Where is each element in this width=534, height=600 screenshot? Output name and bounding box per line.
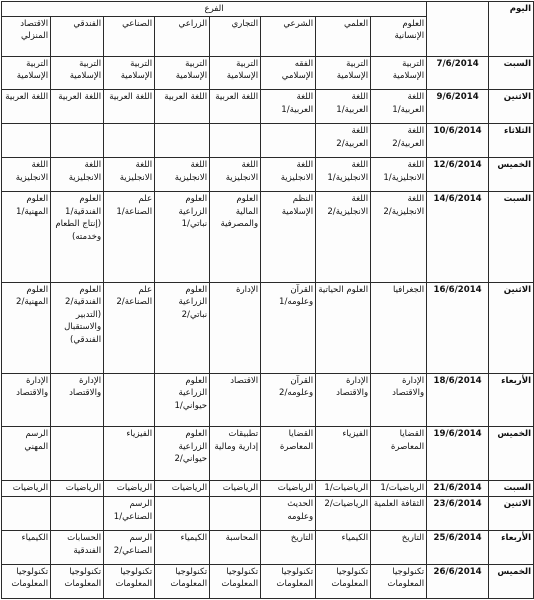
subject-cell <box>261 124 316 158</box>
subject-cell <box>155 124 210 158</box>
schedule-row <box>2 497 534 531</box>
schedule-row <box>2 427 534 481</box>
subject-cell <box>104 373 155 427</box>
schedule-row <box>2 282 534 373</box>
date-cell: 18/6/2014 <box>427 373 489 427</box>
subject-cell: العلوم المهنية/2 <box>2 282 51 373</box>
day-cell: الخميس <box>489 427 534 481</box>
schedule-row <box>2 564 534 598</box>
subject-cell: العلوم الزراعية نباتي/2 <box>155 282 210 373</box>
subject-cell <box>210 497 261 531</box>
subject-cell: الفقه الإسلامي <box>261 56 316 90</box>
subject-cell: اللغة الانجليزية/2 <box>371 192 427 283</box>
subject-cell <box>155 497 210 531</box>
subject-cell: العلوم الزراعية حيواني/2 <box>155 427 210 481</box>
branch-header: العلوم الإنسانية <box>371 16 427 56</box>
subject-cell: الرياضيات <box>51 480 104 496</box>
branch-header: التجاري <box>210 16 261 56</box>
subject-cell: اللغة العربية/1 <box>316 90 371 124</box>
subject-cell <box>2 497 51 531</box>
subject-cell <box>51 124 104 158</box>
schedule-row <box>2 56 534 90</box>
subject-cell <box>210 124 261 158</box>
subject-cell: اللغة العربية/2 <box>316 124 371 158</box>
schedule-row <box>2 531 534 565</box>
subject-cell: الرسم المهني <box>2 427 51 481</box>
day-cell: السبت <box>489 56 534 90</box>
date-cell: 16/6/2014 <box>427 282 489 373</box>
subject-cell: اللغة العربية <box>51 90 104 124</box>
branch-header: الزراعي <box>155 16 210 56</box>
subject-cell: تطبيقات إدارية ومالية <box>210 427 261 481</box>
subject-cell: العلوم الزراعية حيواني/1 <box>155 373 210 427</box>
subject-cell: اللغة الانجليزية/1 <box>371 158 427 192</box>
subject-cell: الإدارة والاقتصاد <box>316 373 371 427</box>
subject-cell: اللغة الانجليزية <box>104 158 155 192</box>
subject-cell: النظم الإسلامية <box>261 192 316 283</box>
schedule-row <box>2 158 534 192</box>
subject-cell: الإدارة <box>210 282 261 373</box>
date-cell: 7/6/2014 <box>427 56 489 90</box>
subject-cell: التاريخ <box>371 531 427 565</box>
subject-cell: التاريخ <box>261 531 316 565</box>
subject-cell: الفيزياء <box>104 427 155 481</box>
subject-cell: تكنولوجيا المعلومات <box>261 564 316 598</box>
subject-cell: تكنولوجيا المعلومات <box>2 564 51 598</box>
subject-cell: الكيمياء <box>2 531 51 565</box>
subject-cell: الإدارة والاقتصاد <box>371 373 427 427</box>
subject-cell: القرآن وعلومه/2 <box>261 373 316 427</box>
subject-cell: الرياضيات <box>210 480 261 496</box>
subject-cell: اللغة العربية/1 <box>261 90 316 124</box>
date-cell: 23/6/2014 <box>427 497 489 531</box>
branch-header: الصناعي <box>104 16 155 56</box>
day-cell: الاثنين <box>489 497 534 531</box>
subject-cell: العلوم المالية والمصرفية <box>210 192 261 283</box>
subject-cell: الاقتصاد <box>210 373 261 427</box>
subject-cell: اللغة الانجليزية <box>261 158 316 192</box>
subject-cell: الرياضيات/2 <box>316 497 371 531</box>
date-cell: 26/6/2014 <box>427 564 489 598</box>
schedule-row <box>2 480 534 496</box>
subject-cell: الرسم الصناعي/1 <box>104 497 155 531</box>
date-cell: 25/6/2014 <box>427 531 489 565</box>
exam-schedule-table <box>1 1 534 599</box>
subject-cell: اللغة الانجليزية/2 <box>316 192 371 283</box>
subject-cell: اللغة الانجليزية/1 <box>316 158 371 192</box>
schedule-row <box>2 90 534 124</box>
header-day: اليوم <box>489 2 534 57</box>
subject-cell: الكيمياء <box>316 531 371 565</box>
date-cell: 19/6/2014 <box>427 427 489 481</box>
subject-cell: الفيزياء <box>316 427 371 481</box>
subject-cell: علم الصناعة/1 <box>104 192 155 283</box>
subject-cell: العلوم المهنية/1 <box>2 192 51 283</box>
schedule-row <box>2 124 534 158</box>
day-cell: السبت <box>489 192 534 283</box>
subject-cell: الرياضيات <box>104 480 155 496</box>
subject-cell: الرسم الصناعي/2 <box>104 531 155 565</box>
header-branch: الفرع <box>2 2 427 17</box>
subject-cell: تكنولوجيا المعلومات <box>51 564 104 598</box>
subject-cell: الرياضيات/1 <box>316 480 371 496</box>
subject-cell: التربية الإسلامية <box>155 56 210 90</box>
subject-cell: القضايا المعاصرة <box>371 427 427 481</box>
subject-cell: التربية الإسلامية <box>316 56 371 90</box>
subject-cell: تكنولوجيا المعلومات <box>316 564 371 598</box>
subject-cell: التربية الإسلامية <box>104 56 155 90</box>
subject-cell: تكنولوجيا المعلومات <box>371 564 427 598</box>
subject-cell: الرياضيات <box>155 480 210 496</box>
subject-cell: الثقافة العلمية <box>371 497 427 531</box>
subject-cell: اللغة الانجليزية <box>51 158 104 192</box>
branch-header: الشرعي <box>261 16 316 56</box>
date-cell: 12/6/2014 <box>427 158 489 192</box>
day-cell: الاثنين <box>489 90 534 124</box>
date-cell: 10/6/2014 <box>427 124 489 158</box>
subject-cell: اللغة العربية/1 <box>371 90 427 124</box>
subject-cell <box>104 124 155 158</box>
subject-cell: العلوم الفندقية/1 (إنتاج الطعام وخدمته) <box>51 192 104 283</box>
subject-cell: اللغة العربية/2 <box>371 124 427 158</box>
header-date-blank <box>427 2 489 57</box>
subject-cell: الإدارة والاقتصاد <box>51 373 104 427</box>
day-cell: السبت <box>489 480 534 496</box>
subject-cell: تكنولوجيا المعلومات <box>104 564 155 598</box>
subject-cell: الرياضيات <box>261 480 316 496</box>
subject-cell: اللغة الانجليزية <box>210 158 261 192</box>
day-cell: الثلاثاء <box>489 124 534 158</box>
branch-header: الاقتصاد المنزلي <box>2 16 51 56</box>
subject-cell <box>51 427 104 481</box>
schedule-row <box>2 373 534 427</box>
subject-cell: اللغة العربية <box>2 90 51 124</box>
subject-cell: المحاسبة <box>210 531 261 565</box>
subject-cell: اللغة العربية <box>104 90 155 124</box>
subject-cell: اللغة الانجليزية <box>2 158 51 192</box>
subject-cell: الكيمياء <box>155 531 210 565</box>
date-cell: 9/6/2014 <box>427 90 489 124</box>
day-cell: الأربعاء <box>489 373 534 427</box>
subject-cell: التربية الإسلامية <box>51 56 104 90</box>
subject-cell: تكنولوجيا المعلومات <box>155 564 210 598</box>
date-cell: 21/6/2014 <box>427 480 489 496</box>
day-cell: الخميس <box>489 158 534 192</box>
subject-cell: الرياضيات <box>2 480 51 496</box>
subject-cell <box>2 124 51 158</box>
subject-cell: اللغة العربية <box>155 90 210 124</box>
subject-cell: العلوم الفندقية/2 (التدبير والاستقبال الفندقي) <box>51 282 104 373</box>
subject-cell <box>51 497 104 531</box>
subject-cell: الحسابات الفندقية <box>51 531 104 565</box>
subject-cell: الإدارة والاقتصاد <box>2 373 51 427</box>
subject-cell: العلوم الزراعية نباتي/1 <box>155 192 210 283</box>
subject-cell: التربية الإسلامية <box>371 56 427 90</box>
day-cell: الاثنين <box>489 282 534 373</box>
subject-cell: الجغرافيا <box>371 282 427 373</box>
day-cell: الأربعاء <box>489 531 534 565</box>
subject-cell: علم الصناعة/2 <box>104 282 155 373</box>
subject-cell: الرياضيات/1 <box>371 480 427 496</box>
subject-cell: التربية الإسلامية <box>210 56 261 90</box>
subject-cell: تكنولوجيا المعلومات <box>210 564 261 598</box>
branch-header: العلمي <box>316 16 371 56</box>
date-cell: 14/6/2014 <box>427 192 489 283</box>
branch-header: الفندقي <box>51 16 104 56</box>
subject-cell: القرآن وعلومه/1 <box>261 282 316 373</box>
day-cell: الخميس <box>489 564 534 598</box>
subject-cell: الحديث وعلومه <box>261 497 316 531</box>
subject-cell: العلوم الحياتية <box>316 282 371 373</box>
subject-cell: التربية الإسلامية <box>2 56 51 90</box>
subject-cell: القضايا المعاصرة <box>261 427 316 481</box>
subject-cell: اللغة العربية <box>210 90 261 124</box>
subject-cell: اللغة الانجليزية <box>155 158 210 192</box>
schedule-row <box>2 192 534 283</box>
